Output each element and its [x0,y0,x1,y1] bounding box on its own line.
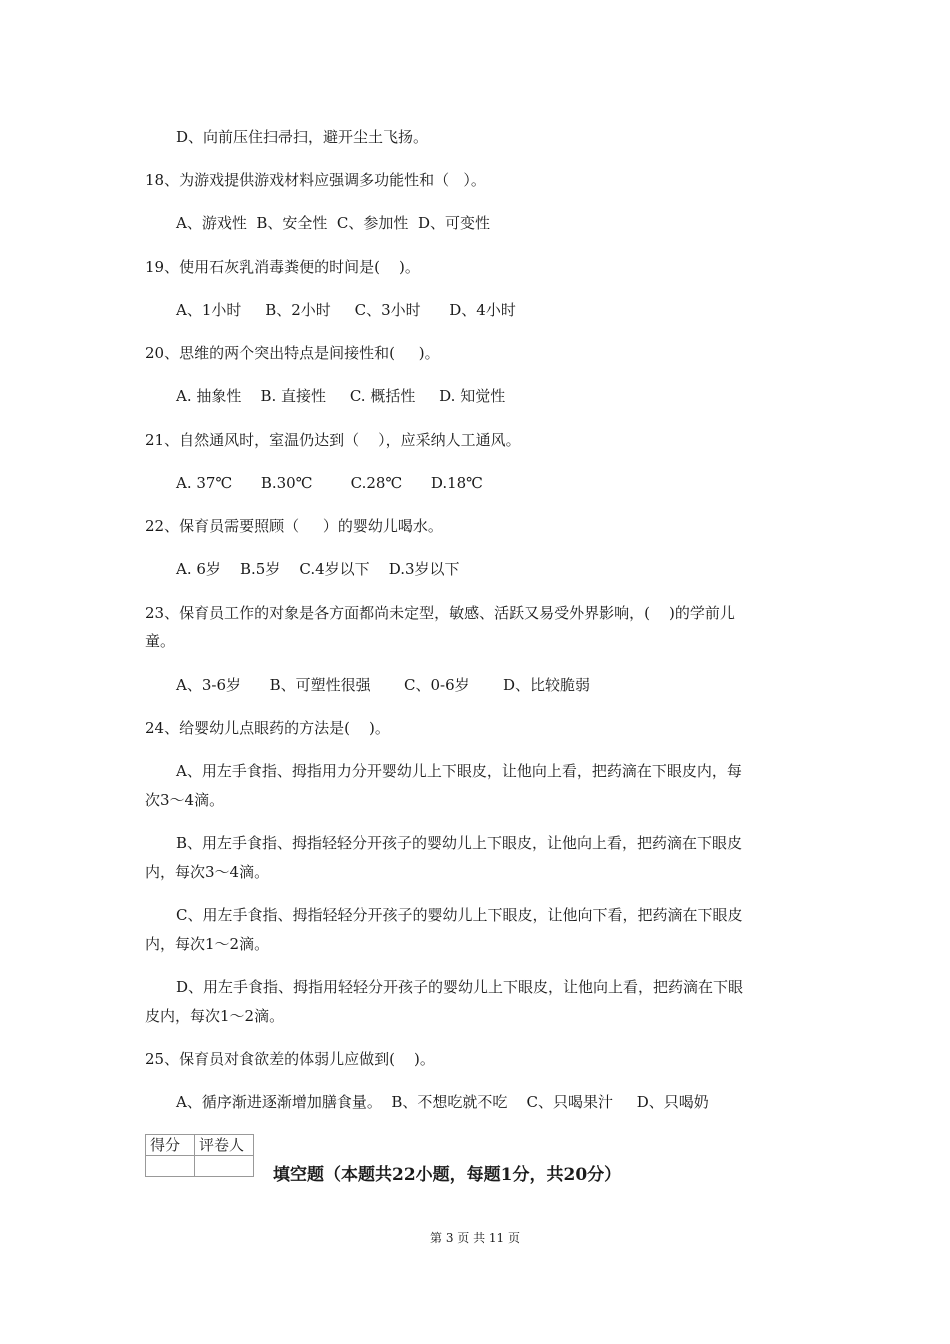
question-24: 24、给婴幼儿点眼药的方法是( )。 [145,719,390,737]
grader-cell [195,1156,254,1177]
question-20: 20、思维的两个突出特点是间接性和( )。 [145,344,440,362]
score-cell [146,1156,195,1177]
question-19: 19、使用石灰乳消毒粪便的时间是( )。 [145,258,420,276]
q24-option-c: C、用左手食指、拇指轻轻分开孩子的婴幼儿上下眼皮，让他向下看，把药滴在下眼皮 [176,906,743,924]
q18-options: A、游戏性 B、安全性 C、参加性 D、可变性 [176,214,490,232]
score-label: 得分 [146,1135,195,1156]
q22-options: A. 6岁 B.5岁 C.4岁以下 D.3岁以下 [176,560,460,578]
q21-options: A. 37℃ B.30℃ C.28℃ D.18℃ [176,474,483,492]
q23-options: A、3-6岁 B、可塑性很强 C、0-6岁 D、比较脆弱 [176,676,591,694]
q24-option-c-cont: 内，每次1～2滴。 [145,935,270,953]
question-21: 21、自然通风时，室温仍达到（ ），应采纳人工通风。 [145,431,521,449]
q24-option-b-cont: 内，每次3～4滴。 [145,863,270,881]
q20-options: A. 抽象性 B. 直接性 C. 概括性 D. 知觉性 [176,387,506,405]
question-23-cont: 童。 [145,632,176,650]
page-footer: 第 3 页 共 11 页 [430,1231,520,1245]
question-22: 22、保育员需要照顾（ ）的婴幼儿喝水。 [145,517,443,535]
q19-options: A、1小时 B、2小时 C、3小时 D、4小时 [176,301,516,319]
section-title: 填空题（本题共22小题，每题1分，共20分） [273,1165,622,1185]
grader-label: 评卷人 [195,1135,254,1156]
question-18: 18、为游戏提供游戏材料应强调多功能性和（ ）。 [145,171,486,189]
q24-option-a: A、用左手食指、拇指用力分开婴幼儿上下眼皮，让他向上看，把药滴在下眼皮内，每 [176,762,742,780]
q24-option-d: D、用左手食指、拇指用轻轻分开孩子的婴幼儿上下眼皮，让他向上看，把药滴在下眼 [176,978,744,996]
q24-option-a-cont: 次3～4滴。 [145,791,225,809]
q25-options: A、循序渐进逐渐增加膳食量。 B、不想吃就不吃 C、只喝果汁 D、只喝奶 [176,1093,709,1111]
q24-option-b: B、用左手食指、拇指轻轻分开孩子的婴幼儿上下眼皮，让他向上看，把药滴在下眼皮 [176,834,743,852]
score-table [145,1134,254,1177]
q24-option-d-cont: 皮内，每次1～2滴。 [145,1007,285,1025]
q17-option-d: D、向前压住扫帚扫，避开尘土飞扬。 [176,128,429,146]
question-23: 23、保育员工作的对象是各方面都尚未定型，敏感、活跃又易受外界影响，( )的学前儿 [145,604,735,622]
question-25: 25、保育员对食欲差的体弱儿应做到( )。 [145,1050,435,1068]
